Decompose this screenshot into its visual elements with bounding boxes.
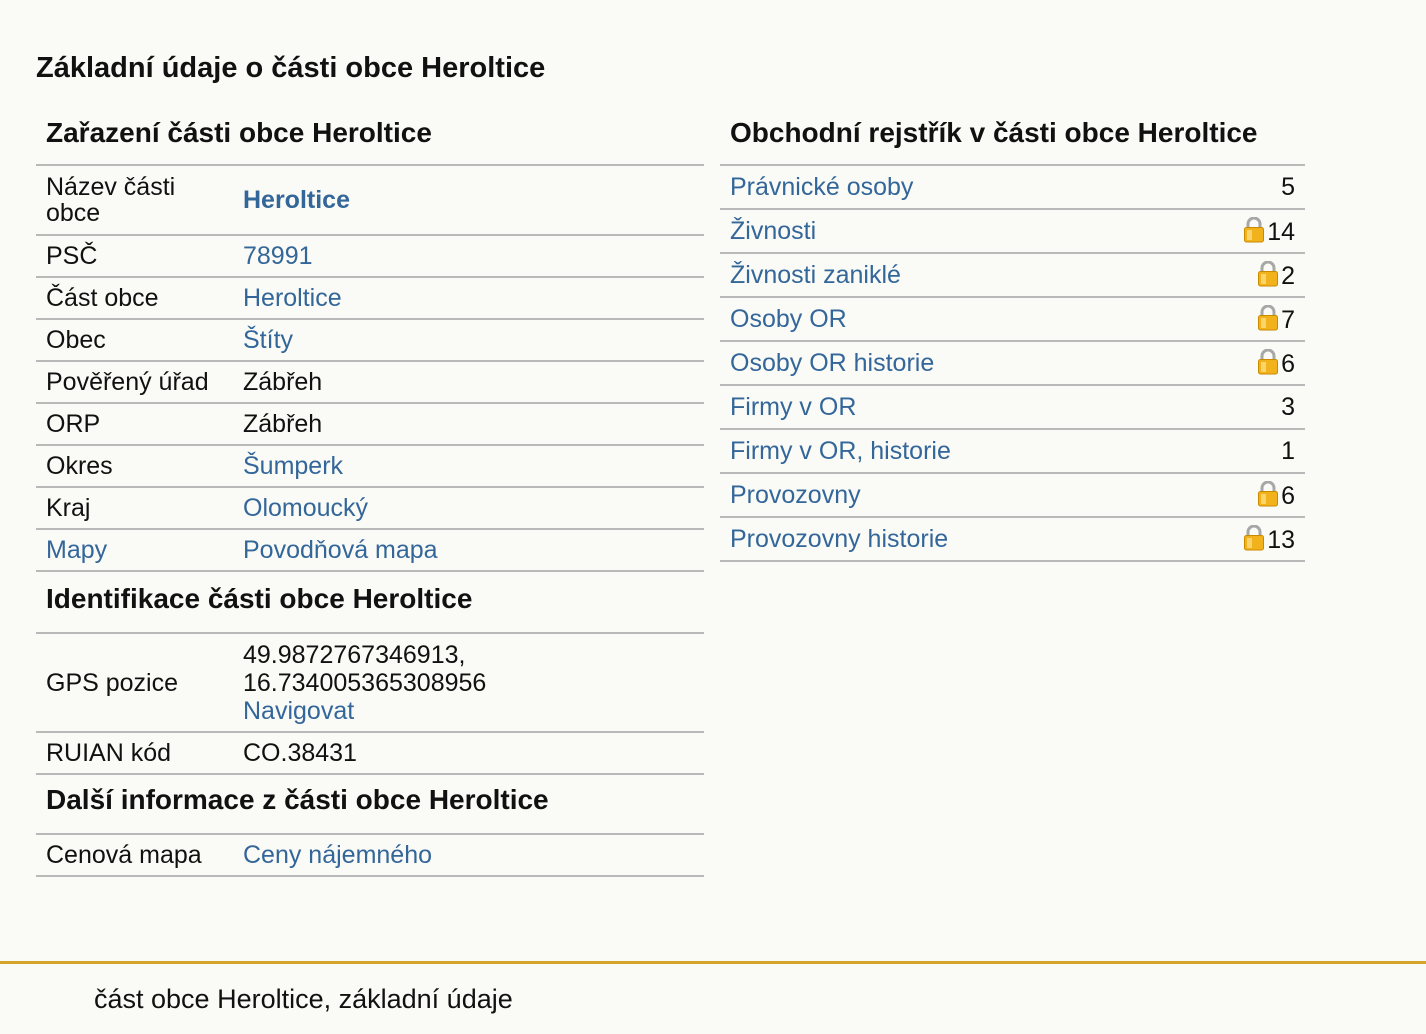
table-row [720, 341, 1305, 385]
row-key: Část obce [36, 277, 233, 319]
ruian-label: RUIAN kód [36, 732, 233, 774]
table-row [36, 529, 704, 571]
part-name-link[interactable]: Heroltice [243, 186, 350, 214]
register-count [1195, 341, 1305, 385]
row-key: Název části obce [36, 166, 233, 235]
navigate-link[interactable]: Navigovat [243, 696, 355, 725]
row-key: Okres [36, 445, 233, 487]
table-row [36, 732, 704, 774]
classification-table [36, 166, 704, 572]
register-count [1195, 297, 1305, 341]
count-value: 2 [1281, 261, 1295, 290]
row-key: PSČ [36, 235, 233, 277]
psc-link[interactable]: 78991 [243, 241, 313, 270]
padlock-icon [1257, 349, 1279, 375]
business-register-table [720, 166, 1305, 562]
maps-link[interactable]: Mapy [46, 535, 108, 564]
register-link[interactable]: Provozovny [730, 480, 861, 509]
table-row [36, 403, 704, 445]
flood-map-link[interactable]: Povodňová mapa [243, 535, 438, 564]
gps-label: GPS pozice [36, 634, 233, 732]
rent-prices-link[interactable]: Ceny nájemného [243, 840, 433, 869]
table-row [36, 634, 704, 732]
row-key: ORP [36, 403, 233, 445]
row-key: Pověřený úřad [36, 361, 233, 403]
count-value: 6 [1281, 349, 1295, 378]
count-value: 7 [1281, 305, 1295, 334]
table-row [720, 166, 1305, 209]
register-count [1195, 517, 1305, 561]
table-row [36, 487, 704, 529]
table-row [36, 319, 704, 361]
municipality-link[interactable]: Štíty [243, 325, 294, 354]
register-link[interactable]: Firmy v OR [730, 392, 857, 421]
table-row [720, 473, 1305, 517]
business-register-heading: Obchodní rejstřík v části obce Heroltice [720, 108, 1305, 166]
count-value: 6 [1281, 481, 1295, 510]
padlock-icon [1243, 217, 1265, 243]
register-link[interactable]: Živnosti zaniklé [730, 260, 901, 289]
right-column [720, 108, 1305, 562]
identification-table [36, 634, 704, 775]
row-key: Obec [36, 319, 233, 361]
more-info-heading: Další informace z části obce Heroltice [36, 775, 704, 835]
register-count [1195, 166, 1305, 209]
count-value: 1 [1281, 436, 1295, 465]
register-link[interactable]: Živnosti [730, 216, 817, 245]
footer-divider [0, 961, 1426, 964]
gps-latitude: 49.9872767346913, [243, 640, 466, 669]
footer-caption: část obce Heroltice, základní údaje [94, 984, 513, 1014]
table-row [36, 835, 704, 876]
gps-longitude: 16.734005365308956 [243, 668, 487, 697]
table-row [720, 385, 1305, 429]
register-link[interactable]: Právnické osoby [730, 172, 914, 201]
register-link[interactable]: Provozovny historie [730, 524, 949, 553]
district-link[interactable]: Šumperk [243, 451, 344, 480]
table-row [720, 253, 1305, 297]
register-count [1195, 473, 1305, 517]
row-key: Kraj [36, 487, 233, 529]
table-row [36, 166, 704, 235]
table-row [720, 297, 1305, 341]
register-link[interactable]: Osoby OR [730, 304, 847, 333]
region-link[interactable]: Olomoucký [243, 493, 369, 522]
count-value: 14 [1267, 217, 1295, 246]
count-value: 13 [1267, 525, 1295, 554]
left-column [36, 108, 704, 877]
identification-heading: Identifikace části obce Heroltice [36, 572, 704, 634]
table-row [720, 429, 1305, 473]
table-row [36, 235, 704, 277]
ruian-value: CO.38431 [233, 732, 704, 774]
padlock-icon [1257, 305, 1279, 331]
page-title: Základní údaje o části obce Heroltice [36, 52, 546, 84]
table-row [36, 361, 704, 403]
count-value: 3 [1281, 392, 1295, 421]
table-row [720, 209, 1305, 253]
register-link[interactable]: Osoby OR historie [730, 348, 935, 377]
padlock-icon [1243, 525, 1265, 551]
gps-value [233, 634, 704, 732]
register-count [1195, 209, 1305, 253]
padlock-icon [1257, 261, 1279, 287]
table-row [36, 277, 704, 319]
register-count [1195, 253, 1305, 297]
row-value: Zábřeh [233, 403, 704, 445]
register-count [1195, 385, 1305, 429]
register-count [1195, 429, 1305, 473]
table-row [36, 445, 704, 487]
register-link[interactable]: Firmy v OR, historie [730, 436, 951, 465]
padlock-icon [1257, 481, 1279, 507]
table-row [720, 517, 1305, 561]
price-map-label: Cenová mapa [36, 835, 233, 876]
count-value: 5 [1281, 172, 1295, 201]
row-value: Zábřeh [233, 361, 704, 403]
more-info-table [36, 835, 704, 877]
part-link[interactable]: Heroltice [243, 283, 342, 312]
classification-heading: Zařazení části obce Heroltice [36, 108, 704, 166]
